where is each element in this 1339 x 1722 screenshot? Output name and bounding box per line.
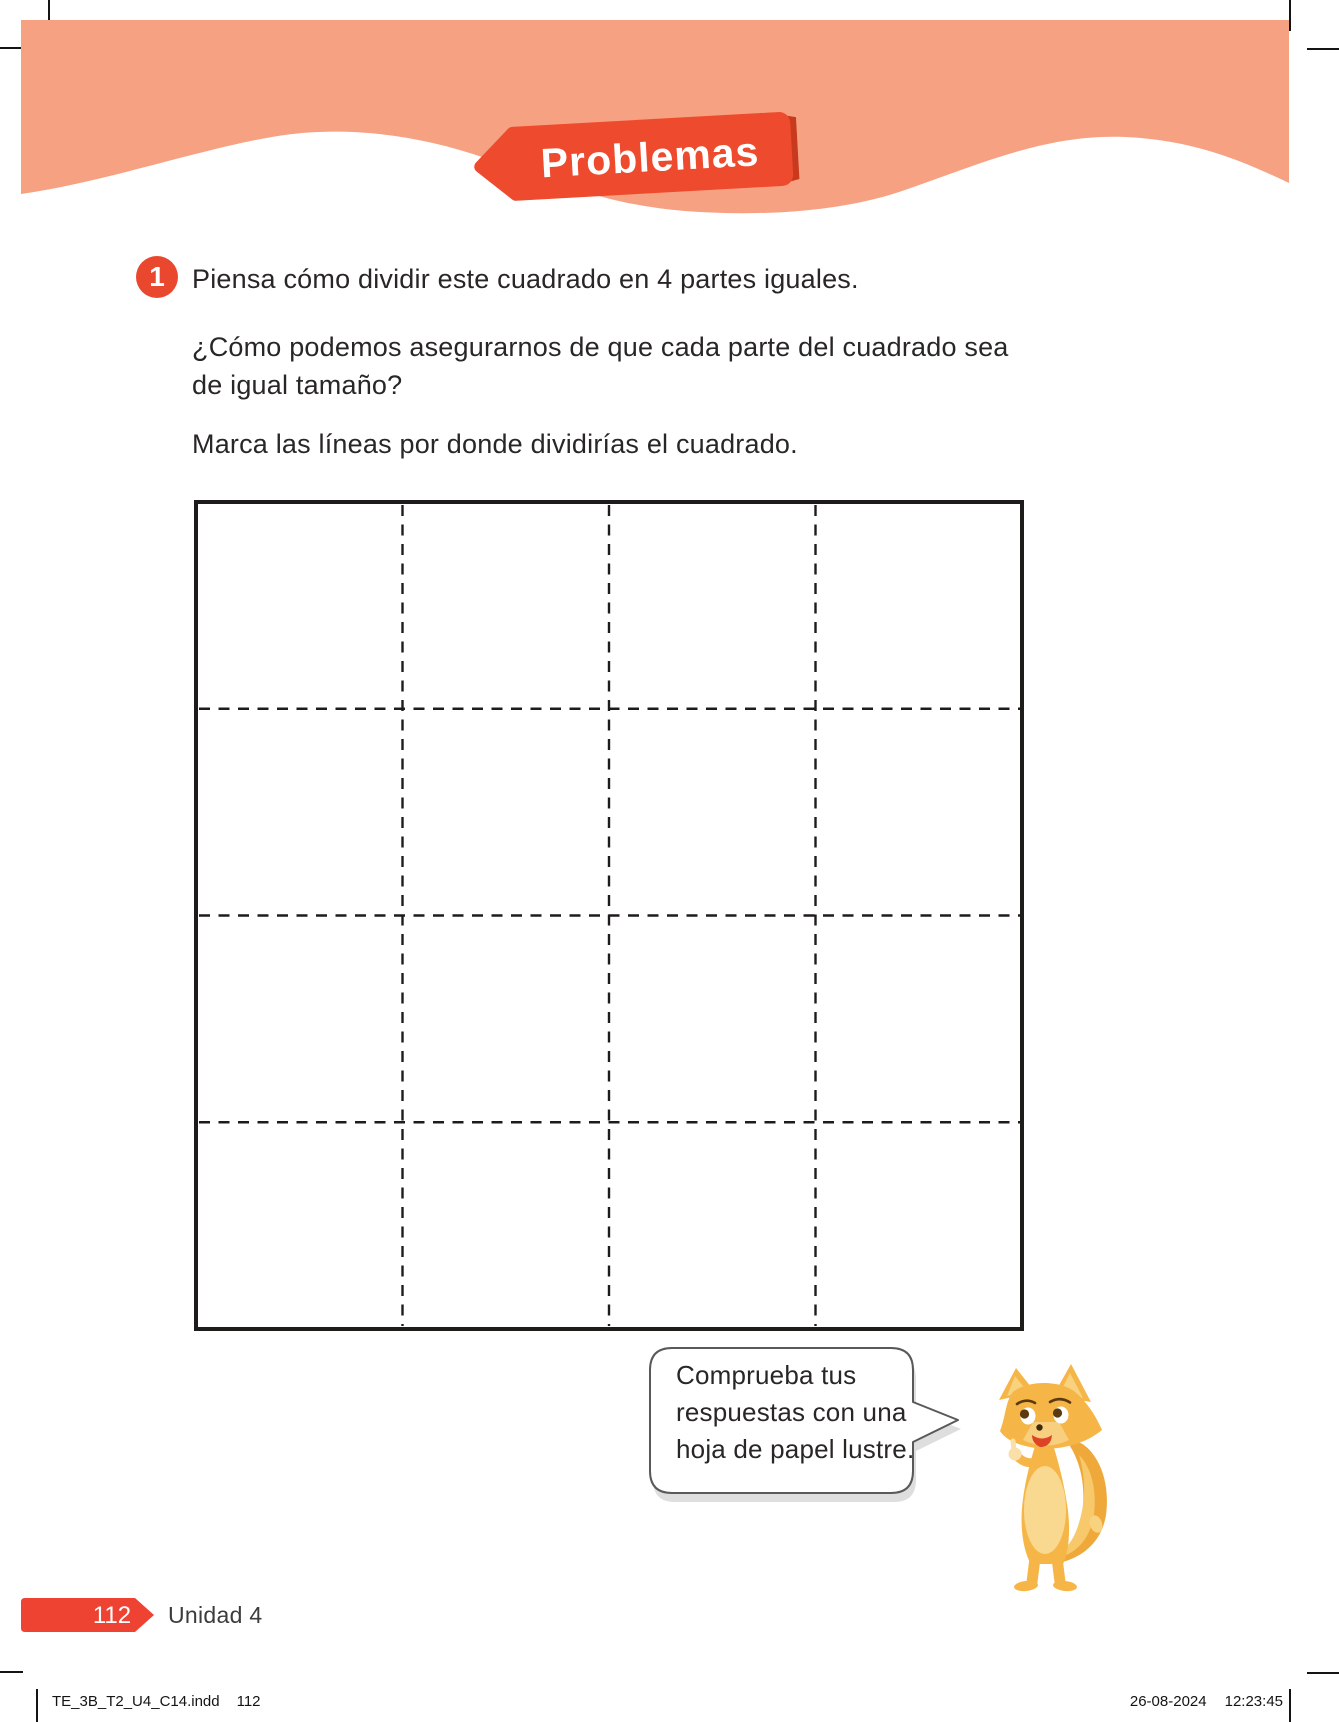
problem-question-line-1: ¿Cómo podemos asegurarnos de que cada parte del cuadrado sea: [192, 332, 1009, 362]
crop-mark-bottom-left-horizontal: [0, 1671, 23, 1673]
print-datetime: [1130, 1693, 1283, 1710]
bubble-line-3: hoja de papel lustre.: [676, 1434, 915, 1464]
banner-label: Problemas: [539, 128, 761, 187]
page-tag-arrow-icon: [20, 1597, 160, 1633]
crop-mark-bottom-right-vertical: [1289, 1689, 1291, 1722]
print-date: 26-08-2024: [1129, 1693, 1207, 1710]
page-number: 112: [92, 1602, 132, 1629]
page-number-tag: [20, 1597, 160, 1633]
problem-number: 1: [149, 261, 165, 292]
crop-mark-bottom-right-horizontal: [1307, 1672, 1339, 1674]
bubble-line-2: respuestas con una: [676, 1397, 907, 1427]
print-page-number: 112: [236, 1693, 261, 1710]
crop-mark-bottom-left-vertical: [36, 1689, 38, 1722]
fox-nose: [1036, 1424, 1042, 1430]
bubble-line-1: Comprueba tus: [676, 1360, 857, 1390]
unit-label: Unidad 4: [168, 1602, 263, 1628]
divisible-square-figure: [194, 500, 1024, 1331]
fox-hand: [1009, 1448, 1022, 1461]
problem-question-line-2: de igual tamaño?: [192, 370, 403, 400]
print-file-name: TE_3B_T2_U4_C14.indd: [52, 1693, 220, 1710]
print-time: 12:23:45: [1224, 1693, 1283, 1710]
fox-belly: [1024, 1466, 1066, 1554]
bubble-text: [676, 1357, 914, 1468]
problem-statement-line-1: Piensa cómo dividir este cuadrado en 4 partes iguales.: [192, 264, 859, 294]
problem-instruction-line: Marca las líneas por donde dividirías el cuadrado.: [192, 429, 798, 459]
fox-mascot-illustration: [983, 1358, 1115, 1593]
problem-number-badge: [136, 256, 178, 298]
print-file-info: [52, 1693, 261, 1710]
